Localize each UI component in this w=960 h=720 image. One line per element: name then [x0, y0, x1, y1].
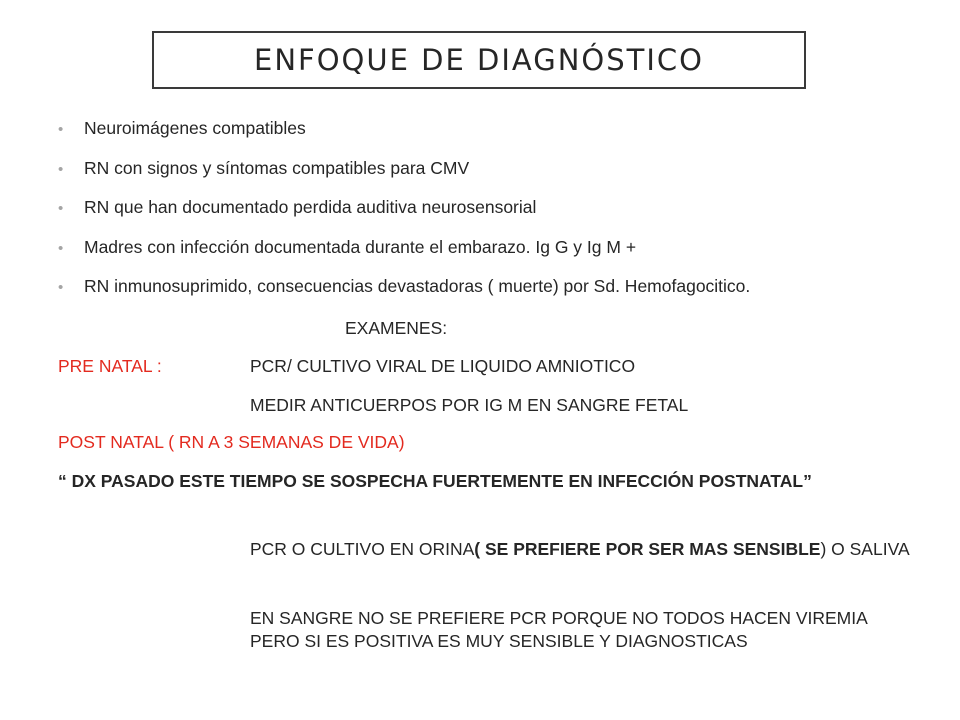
postnatal-quote: “ DX PASADO ESTE TIEMPO SE SOSPECHA FUERTEMENTE EN INFECCIÓN POSTNATAL”: [58, 471, 812, 491]
list-item: [58, 158, 938, 198]
bullet-dot-icon: •: [58, 121, 64, 138]
list-item: [58, 237, 938, 277]
prenatal-label: PRE NATAL :: [58, 356, 162, 376]
bullet-dot-icon: •: [58, 279, 64, 296]
bullet-text: RN que han documentado perdida auditiva neurosensorial: [84, 197, 537, 217]
orina-suffix: ) O SALIVA: [820, 539, 910, 559]
title-box: [152, 31, 806, 89]
orina-bold: ( SE PREFIERE POR SER MAS SENSIBLE: [474, 539, 821, 559]
bullet-text: RN inmunosuprimido, consecuencias devastadoras ( muerte) por Sd. Hemofagocitico.: [84, 276, 751, 296]
sangre-paragraph: EN SANGRE NO SE PREFIERE PCR PORQUE NO TODOS HACEN VIREMIA PERO SI ES POSITIVA ES MUY SENSIBLE Y DIAGNOSTICAS: [250, 608, 867, 651]
list-item: [58, 118, 938, 158]
orina-paragraph: [250, 538, 910, 561]
prenatal-line-1: PCR/ CULTIVO VIRAL DE LIQUIDO AMNIOTICO: [250, 356, 636, 376]
bullet-dot-icon: •: [58, 200, 64, 217]
postnatal-label: POST NATAL ( RN A 3 SEMANAS DE VIDA): [58, 432, 405, 452]
bullet-text: RN con signos y síntomas compatibles para CMV: [84, 157, 470, 178]
bullet-dot-icon: •: [58, 160, 64, 178]
prenatal-line-2: MEDIR ANTICUERPOS POR IG M EN SANGRE FETAL: [250, 395, 689, 415]
bullet-dot-icon: •: [58, 239, 64, 257]
bullet-list: [58, 118, 938, 316]
bullet-text: Madres con infección documentada durante el embarazo. Ig G y Ig M +: [84, 236, 637, 257]
list-item: [58, 276, 938, 316]
examenes-heading: EXAMENES:: [345, 318, 448, 338]
list-item: [58, 197, 938, 237]
slide-title: ENFOQUE DE DIAGNÓSTICO: [254, 43, 704, 77]
orina-prefix: PCR O CULTIVO EN ORINA: [250, 539, 475, 559]
bullet-text: Neuroimágenes compatibles: [84, 118, 306, 138]
